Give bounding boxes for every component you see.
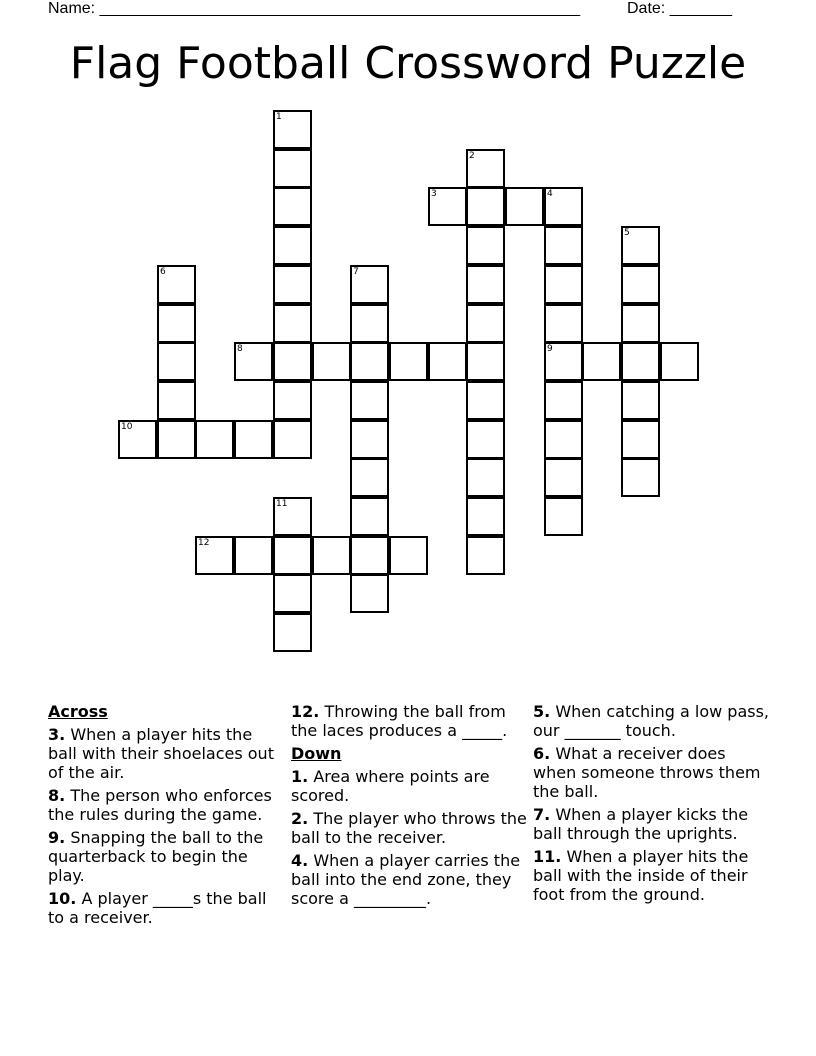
- crossword-cell[interactable]: [621, 420, 660, 459]
- clue-down-1: [291, 767, 527, 805]
- clue-number: 5.: [533, 702, 551, 721]
- crossword-cell[interactable]: [350, 304, 389, 343]
- crossword-cell[interactable]: [660, 342, 699, 381]
- date-field-label: Date: _______: [627, 0, 732, 17]
- clue-number: 8.: [48, 786, 66, 805]
- clue-text: Area where points are scored.: [291, 767, 490, 805]
- crossword-cell[interactable]: [621, 381, 660, 420]
- crossword-cell[interactable]: [118, 420, 157, 459]
- crossword-cell[interactable]: [350, 265, 389, 304]
- crossword-cell[interactable]: [621, 265, 660, 304]
- clue-across-10: [48, 889, 276, 927]
- crossword-cell[interactable]: [544, 265, 583, 304]
- crossword-cell[interactable]: [466, 265, 505, 304]
- crossword-cell[interactable]: [621, 458, 660, 497]
- clue-text: When a player hits the ball with their shoelaces out of the air.: [48, 725, 274, 782]
- crossword-cell[interactable]: [273, 613, 312, 652]
- crossword-cell[interactable]: [273, 497, 312, 536]
- crossword-cell[interactable]: [273, 110, 312, 149]
- clue-across-8: [48, 786, 276, 824]
- clue-number-label: 11: [276, 499, 288, 509]
- clue-number: 2.: [291, 809, 309, 828]
- crossword-cell[interactable]: [234, 420, 273, 459]
- clue-number-label: 7: [353, 267, 359, 277]
- clue-number-label: 10: [121, 422, 133, 432]
- crossword-cell[interactable]: [195, 536, 234, 575]
- crossword-cell[interactable]: [273, 420, 312, 459]
- clue-number: 10.: [48, 889, 77, 908]
- crossword-cell[interactable]: [234, 536, 273, 575]
- clue-down-7: [533, 805, 769, 843]
- crossword-cell[interactable]: [195, 420, 234, 459]
- clue-column-1: [48, 702, 276, 931]
- clue-number: 11.: [533, 847, 562, 866]
- crossword-cell[interactable]: [273, 149, 312, 188]
- clue-number-label: 3: [431, 189, 437, 199]
- crossword-cell[interactable]: [582, 342, 621, 381]
- clue-number-label: 8: [237, 344, 243, 354]
- crossword-cell[interactable]: [273, 304, 312, 343]
- down-heading: Down: [291, 744, 342, 763]
- crossword-cell[interactable]: [350, 497, 389, 536]
- clue-number-label: 6: [160, 267, 166, 277]
- crossword-cell[interactable]: [466, 497, 505, 536]
- crossword-cell[interactable]: [350, 536, 389, 575]
- crossword-cell[interactable]: [544, 497, 583, 536]
- clue-down-11: [533, 847, 769, 904]
- crossword-cell[interactable]: [621, 342, 660, 381]
- crossword-cell[interactable]: [273, 226, 312, 265]
- crossword-cell[interactable]: [466, 304, 505, 343]
- clue-number-label: 2: [469, 151, 475, 161]
- crossword-cell[interactable]: [157, 265, 196, 304]
- clue-text: Snapping the ball to the quarterback to begin the play.: [48, 828, 264, 885]
- crossword-cell[interactable]: [273, 381, 312, 420]
- crossword-cell[interactable]: [466, 226, 505, 265]
- clue-number: 3.: [48, 725, 66, 744]
- clue-text: When a player hits the ball with the inside of their foot from the ground.: [533, 847, 749, 904]
- crossword-cell[interactable]: [350, 574, 389, 613]
- clue-number: 4.: [291, 851, 309, 870]
- clue-number-label: 1: [276, 112, 282, 122]
- crossword-cell[interactable]: [466, 536, 505, 575]
- clue-number-label: 4: [547, 189, 553, 199]
- name-field-label: Name: ______________________________________________________: [48, 0, 581, 17]
- crossword-cell[interactable]: [389, 536, 428, 575]
- crossword-cell[interactable]: [466, 420, 505, 459]
- clue-text: When catching a low pass, our _______ touch.: [533, 702, 769, 740]
- clue-across-12: [291, 702, 527, 740]
- crossword-cell[interactable]: [621, 304, 660, 343]
- header: [48, 0, 748, 22]
- clue-down-4: [291, 851, 527, 908]
- crossword-cell[interactable]: [273, 574, 312, 613]
- across-heading: Across: [48, 702, 108, 721]
- crossword-cell[interactable]: [466, 381, 505, 420]
- crossword-cell[interactable]: [544, 187, 583, 226]
- crossword-cell[interactable]: [157, 381, 196, 420]
- crossword-cell[interactable]: [273, 265, 312, 304]
- clue-text: When a player carries the ball into the end zone, they score a _________.: [291, 851, 521, 908]
- crossword-cell[interactable]: [466, 458, 505, 497]
- clue-number: 6.: [533, 744, 551, 763]
- clue-across-9: [48, 828, 276, 885]
- clue-number-label: 12: [198, 538, 210, 548]
- crossword-cell[interactable]: [157, 420, 196, 459]
- clue-number: 1.: [291, 767, 309, 786]
- crossword-cell[interactable]: [544, 304, 583, 343]
- clue-down-6: [533, 744, 769, 801]
- crossword-cell[interactable]: [350, 458, 389, 497]
- crossword-cell[interactable]: [157, 304, 196, 343]
- clue-text: A player _____s the ball to a receiver.: [48, 889, 267, 927]
- clue-down-5: [533, 702, 769, 740]
- clue-column-2: [291, 702, 527, 912]
- crossword-cell[interactable]: [389, 342, 428, 381]
- crossword-cell[interactable]: [466, 187, 505, 226]
- clue-number: 12.: [291, 702, 320, 721]
- page-title: Flag Football Crossword Puzzle: [69, 38, 747, 89]
- crossword-cell[interactable]: [544, 458, 583, 497]
- clue-column-3: [533, 702, 769, 908]
- crossword-cell[interactable]: [505, 187, 544, 226]
- clue-number-label: 9: [547, 344, 553, 354]
- clue-text: The person who enforces the rules during the game.: [48, 786, 272, 824]
- crossword-cell[interactable]: [234, 342, 273, 381]
- crossword-cell[interactable]: [544, 381, 583, 420]
- crossword-cell[interactable]: [273, 536, 312, 575]
- crossword-cell[interactable]: [312, 536, 351, 575]
- crossword-cell[interactable]: [466, 149, 505, 188]
- crossword-cell[interactable]: [273, 187, 312, 226]
- crossword-cell[interactable]: [428, 342, 467, 381]
- clue-text: Throwing the ball from the laces produces a _____.: [291, 702, 508, 740]
- clue-across-3: [48, 725, 276, 782]
- crossword-cell[interactable]: [544, 226, 583, 265]
- clue-text: What a receiver does when someone throws them the ball.: [533, 744, 761, 801]
- clue-number: 9.: [48, 828, 66, 847]
- clue-text: The player who throws the ball to the receiver.: [291, 809, 527, 847]
- clue-number: 7.: [533, 805, 551, 824]
- crossword-cell[interactable]: [544, 420, 583, 459]
- crossword-cell[interactable]: [350, 381, 389, 420]
- crossword-cell[interactable]: [312, 342, 351, 381]
- crossword-cell[interactable]: [428, 187, 467, 226]
- crossword-cell[interactable]: [466, 342, 505, 381]
- clue-text: When a player kicks the ball through the uprights.: [533, 805, 749, 843]
- clue-number-label: 5: [624, 228, 630, 238]
- crossword-cell[interactable]: [350, 342, 389, 381]
- crossword-cell[interactable]: [544, 342, 583, 381]
- crossword-cell[interactable]: [350, 420, 389, 459]
- crossword-cell[interactable]: [273, 342, 312, 381]
- clue-down-2: [291, 809, 527, 847]
- crossword-cell[interactable]: [157, 342, 196, 381]
- crossword-cell[interactable]: [621, 226, 660, 265]
